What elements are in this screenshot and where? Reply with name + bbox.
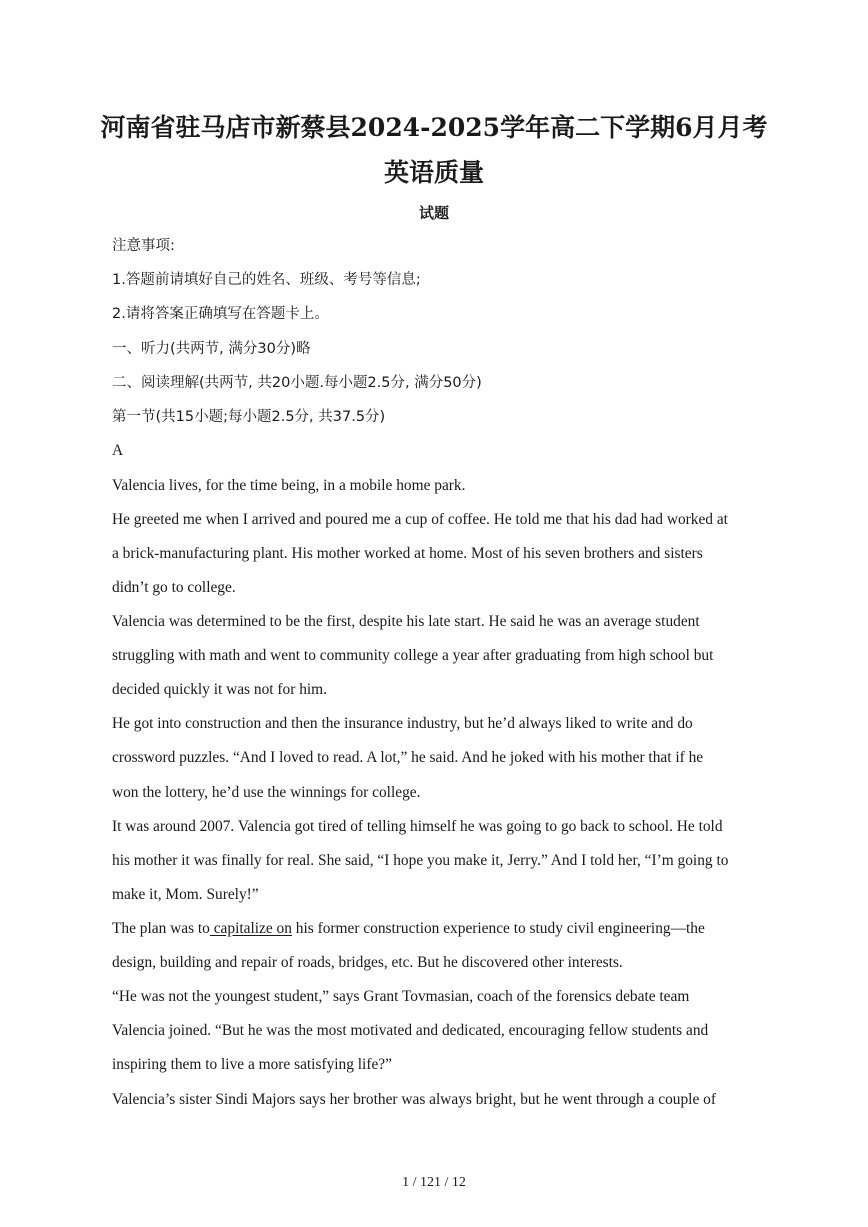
passage-line-capitalize <box>112 919 762 939</box>
passage-line: Valencia was determined to be the first, despite his late start. He said he was an average student <box>112 613 700 630</box>
passage-line: It was around 2007. Valencia got tired of telling himself he was going to go back to school. He told <box>112 818 723 835</box>
passage-line: crossword puzzles. “And I loved to read. A lot,” he said. And he joked with his mother that if he <box>112 749 704 766</box>
capitalize-before: The plan was to <box>112 920 210 937</box>
passage-line: inspiring them to live a more satisfying life?” <box>112 1056 392 1073</box>
passage-line: He greeted me when I arrived and poured me a cup of coffee. He told me that his dad had worked at <box>112 511 728 528</box>
notes-heading: 注意事项: <box>112 238 175 254</box>
document-title-line1: 河南省驻马店市新蔡县2024-2025学年高二下学期6月月考 <box>100 113 768 142</box>
passage-line: “He was not the youngest student,” says Grant Tovmasian, coach of the forensics debate team <box>112 988 690 1005</box>
section-reading: 二、阅读理解(共两节, 共20小题.每小题2.5分, 满分50分) <box>112 375 482 391</box>
passage-line: He got into construction and then the insurance industry, but he’d always liked to write and do <box>112 715 693 732</box>
passage-line: a brick-manufacturing plant. His mother worked at home. Most of his seven brothers and sisters <box>112 545 703 562</box>
passage-line: decided quickly it was not for him. <box>112 681 327 698</box>
section-listening: 一、听力(共两节, 满分30分)略 <box>112 341 311 357</box>
passage-line: Valencia lives, for the time being, in a mobile home park. <box>112 477 466 494</box>
notes-item-2: 2.请将答案正确填写在答题卡上。 <box>112 306 329 322</box>
passage-line: his mother it was finally for real. She said, “I hope you make it, Jerry.” And I told her, “I’m going to <box>112 852 729 869</box>
passage-label: A <box>112 442 124 459</box>
passage-line: didn’t go to college. <box>112 579 236 596</box>
underlined-phrase-capitalize-on: capitalize on <box>209 920 292 937</box>
passage-line: design, building and repair of roads, bridges, etc. But he discovered other interests. <box>112 954 623 971</box>
page-number: 1 / 121 / 12 <box>402 1175 466 1190</box>
passage-line: make it, Mom. Surely!” <box>112 886 259 903</box>
document-title-line2: 英语质量 <box>383 158 484 187</box>
notes-item-1: 1.答题前请填好自己的姓名、班级、考号等信息; <box>112 272 421 288</box>
section-part1: 第一节(共15小题;每小题2.5分, 共37.5分) <box>112 409 386 425</box>
capitalize-after: his former construction experience to study civil engineering—the <box>291 920 705 937</box>
passage-line: won the lottery, he’d use the winnings for college. <box>112 784 421 801</box>
passage-line: Valencia joined. “But he was the most motivated and dedicated, encouraging fellow students and <box>112 1022 709 1039</box>
document-subtitle: 试题 <box>418 204 449 222</box>
passage-line: Valencia’s sister Sindi Majors says her brother was always bright, but he went through a couple of <box>112 1091 716 1108</box>
passage-line: struggling with math and went to community college a year after graduating from high school but <box>112 647 714 664</box>
